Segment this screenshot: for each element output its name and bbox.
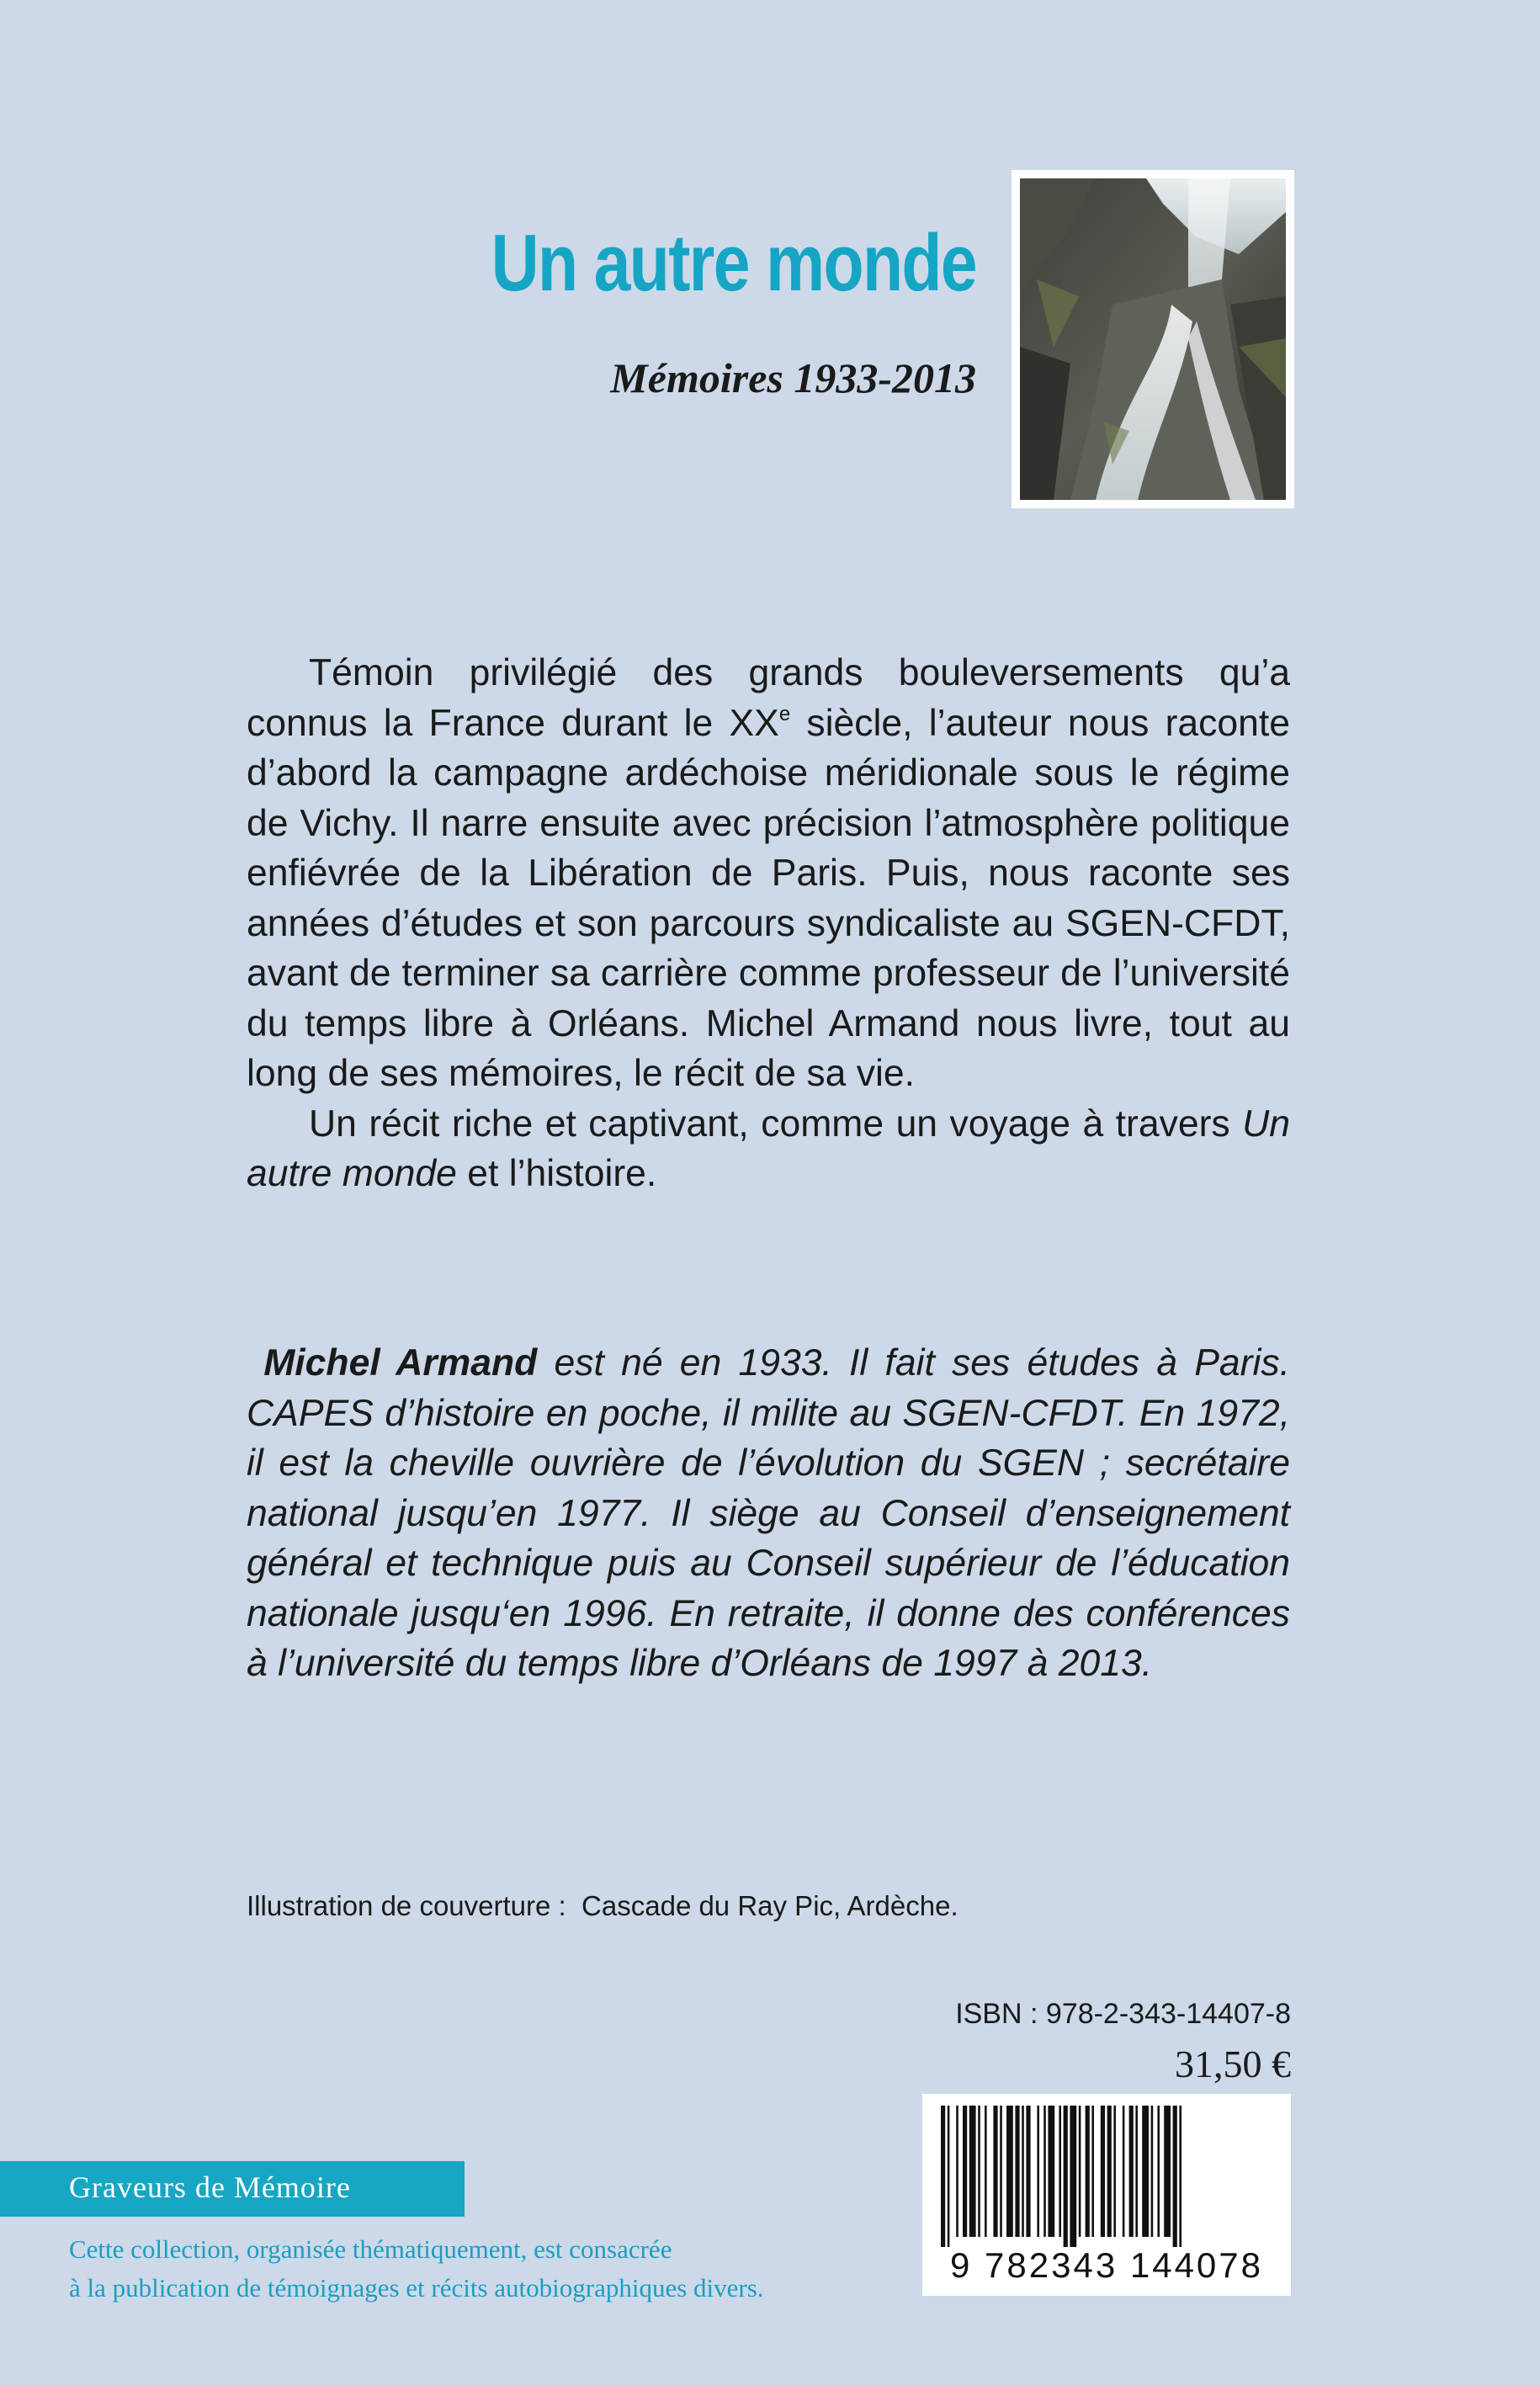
- blurb-text: Témoin privilégié des grands bouleversements qu’a connus la France durant le XX: [247, 652, 1290, 744]
- barcode-bar: [1179, 2106, 1182, 2247]
- waterfall-photo-icon: [1020, 178, 1286, 500]
- barcode-bar: [969, 2106, 976, 2237]
- author-name: Michel Armand: [263, 1342, 538, 1384]
- barcode-bar: [1070, 2106, 1076, 2247]
- barcode-bar: [1164, 2106, 1171, 2237]
- blurb-text: Un récit riche et captivant, comme un voyage à travers: [309, 1102, 1243, 1145]
- barcode-bar: [1142, 2106, 1149, 2237]
- blurb-title-reference: Un autre monde: [247, 1102, 1290, 1194]
- barcode-bar: [1091, 2106, 1094, 2237]
- barcode-bar: [1129, 2106, 1134, 2237]
- barcode-bar: [1006, 2106, 1013, 2237]
- barcode-bar: [1151, 2106, 1154, 2237]
- barcode-bar: [1123, 2106, 1125, 2237]
- blurb-paragraph-1: [247, 648, 1290, 1099]
- barcode-bar: [1064, 2106, 1068, 2247]
- price: 31,50 €: [1175, 2042, 1291, 2085]
- collection-description-line-1: Cette collection, organisée thématiquement, est consacrée: [69, 2234, 672, 2264]
- barcode-bar: [1026, 2106, 1030, 2237]
- illustration-credit: [247, 1890, 959, 1922]
- barcode-bar: [1135, 2106, 1138, 2237]
- credit-value: Cascade du Ray Pic, Ardèche.: [581, 1890, 959, 1921]
- barcode-bar: [1079, 2106, 1081, 2237]
- barcode-bar: [1107, 2106, 1112, 2237]
- barcode-bar: [1101, 2106, 1105, 2237]
- barcode-bar: [1086, 2106, 1090, 2237]
- barcode-bar: [1048, 2106, 1054, 2237]
- blurb-text: et l’histoire.: [456, 1153, 657, 1194]
- barcode-bar: [1113, 2106, 1116, 2237]
- credit-label: Illustration de couverture :: [247, 1890, 566, 1921]
- author-bio-text: est né en 1933. Il fait ses études à Paris. CAPES d’histoire en poche, il milite au SGEN-CFDT. En 1972, il est la cheville ouvrière de l’évolution du SGEN ; secrétaire national jusqu’en 1977. Il siège au Conseil d’enseignement général et technique puis au Conseil supérieur de l’éducation nationale jusqu‘en 1996. En retraite, il donne des conférences à l’université du temps libre d’Orléans de 1997 à 2013.: [247, 1342, 1290, 1684]
- collection-description-line-2: à la publication de témoignages et récits autobiographiques divers.: [69, 2273, 764, 2303]
- barcode-bar: [985, 2106, 987, 2237]
- blurb-text: siècle, l’auteur nous raconte d’abord la campagne ardéchoise méridionale sous le régime de Vichy. Il narre ensuite avec précision l’atmosphère politique enfiévrée de la Libération de Paris. Puis, nous raconte ses années d’études et son parcours syndicaliste au SGEN-CFDT, avant de terminer sa carrière comme professeur de l’université du temps libre à Orléans. Michel Armand nous livre, tout au long de ses mémoires, le récit de sa vie.: [247, 702, 1291, 1094]
- barcode-bar: [941, 2106, 945, 2247]
- barcode-bar: [1043, 2106, 1046, 2237]
- book-subtitle: Mémoires 1933-2013: [610, 354, 976, 401]
- barcode: [922, 2094, 1291, 2296]
- back-cover-blurb: [247, 648, 1290, 1199]
- author-bio: [247, 1338, 1290, 1689]
- barcode-bar: [1059, 2106, 1061, 2237]
- barcode-bar: [978, 2106, 980, 2237]
- barcode-bar: [1037, 2106, 1039, 2237]
- barcode-bar: [993, 2106, 997, 2237]
- barcode-bar: [1000, 2106, 1002, 2237]
- barcode-bar: [948, 2106, 950, 2247]
- barcode-bar: [963, 2106, 967, 2237]
- blurb-paragraph-2: [247, 1099, 1290, 1199]
- barcode-bar: [1157, 2106, 1160, 2237]
- century-superscript: e: [778, 702, 791, 725]
- barcode-bar: [1173, 2106, 1177, 2247]
- barcode-digits: 9 782343 144078: [950, 2245, 1263, 2285]
- collection-description: [69, 2230, 826, 2308]
- collection-banner: [0, 2161, 465, 2217]
- barcode-bar: [1022, 2106, 1024, 2237]
- collection-name: Graveurs de Mémoire: [69, 2170, 351, 2204]
- cover-photo-frame: [1012, 170, 1294, 508]
- isbn: ISBN : 978-2-343-14407-8: [955, 1998, 1291, 2030]
- book-title: Un autre monde: [491, 218, 976, 308]
- barcode-bar: [1015, 2106, 1019, 2237]
- barcode-bar: [956, 2106, 959, 2237]
